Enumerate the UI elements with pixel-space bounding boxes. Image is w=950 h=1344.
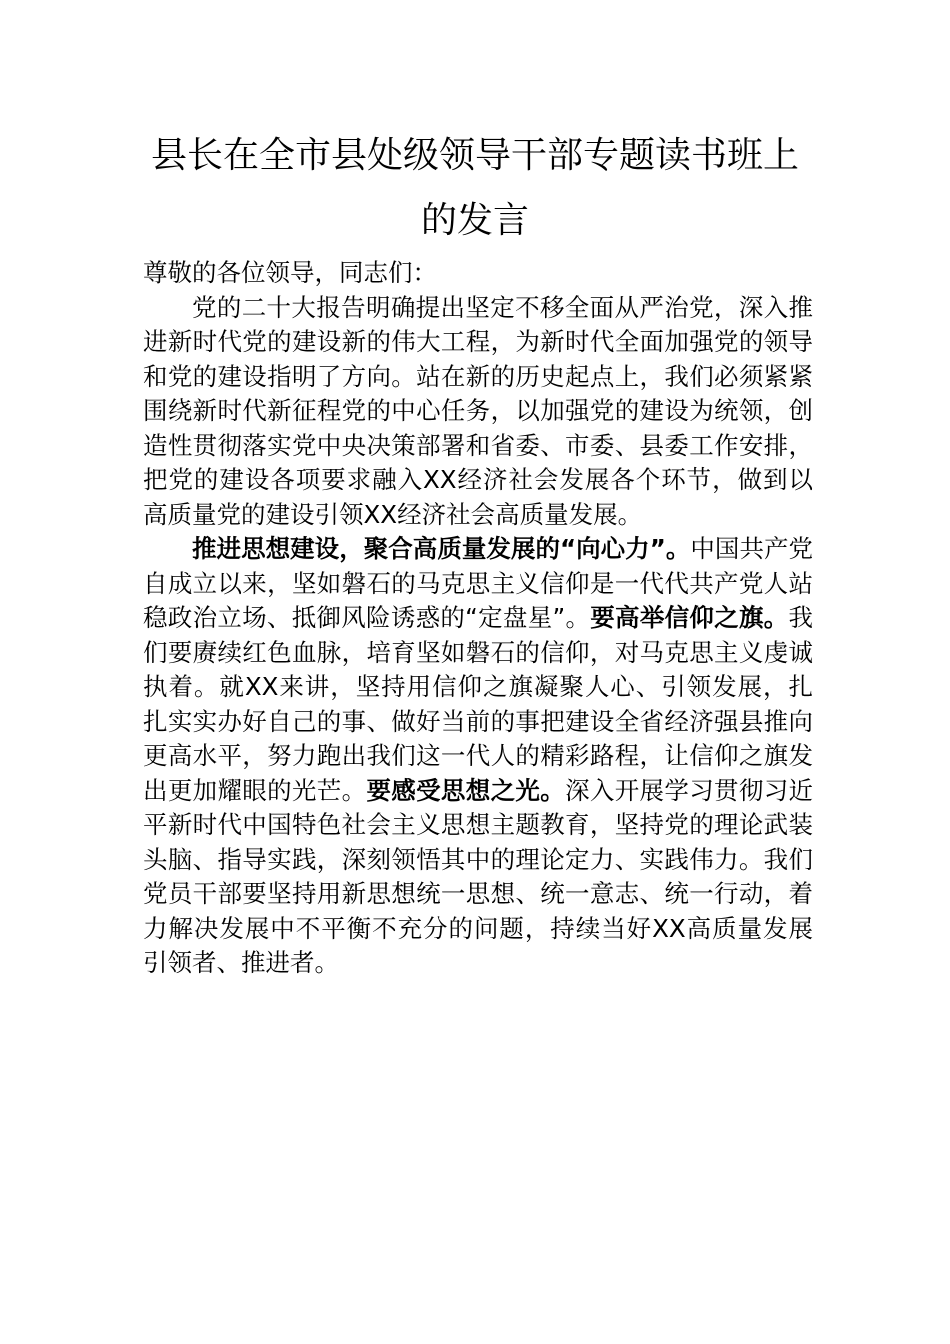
paragraph-text: 深入开展学习贯彻习近平新时代中国特色社会主义思想主题教育，坚持党的理论武装头脑、指导实践，深刻领悟其中的理论定力、实践伟力。我们党员干部要坚持用新思想统一思想、统一意志、统一行动，着力解决发展中不平衡不充分的问题，持续当好XX高质量发展引领者、推进者。 bbox=[143, 775, 814, 977]
paragraph-ideology bbox=[143, 532, 813, 981]
subheading-faith-banner: 要高举信仰之旗。 bbox=[590, 603, 789, 632]
section-heading: 推进思想建设，聚合高质量发展的“向心力”。 bbox=[192, 534, 691, 563]
paragraph-text: 中国共产党自成立以来，坚如磐石的马克思主义信仰是一代代共产党人站稳政治立场、抵御风险诱惑的“定盘星”。 bbox=[143, 534, 814, 632]
subheading-thought-light: 要感受思想之光。 bbox=[366, 775, 566, 805]
document-title-line1: 县长在全市县处级领导干部专题读书班上 bbox=[150, 135, 799, 176]
paragraph-text: 我们要赓续红色血脉，培育坚如磐石的信仰，对马克思主义虔诚执着。就XX来讲，坚持用信仰之旗凝聚人心、引领发展，扎扎实实办好自己的事、做好当前的事把建设全省经济强县推向更高水平，努力跑出我们这一代人的精彩路程，让信仰之旗发出更加耀眼的光芒。 bbox=[143, 603, 814, 805]
document-title-line2: 的发言 bbox=[420, 200, 529, 241]
salutation: 尊敬的各位领导，同志们： bbox=[143, 258, 437, 287]
paragraph-intro: 党的二十大报告明确提出坚定不移全面从严治党，深入推进新时代党的建设新的伟大工程，为新时代全面加强党的领导和党的建设指明了方向。站在新的历史起点上，我们必须紧紧围绕新时代新征程党的中心任务，以加强党的建设为统领，创造性贯彻落实党中央决策部署和省委、市委、县委工作安排，把党的建设各项要求融入XX经济社会发展各个环节，做到以高质量党的建设引领XX经济社会高质量发展。 bbox=[143, 292, 813, 529]
document-body bbox=[143, 256, 813, 981]
